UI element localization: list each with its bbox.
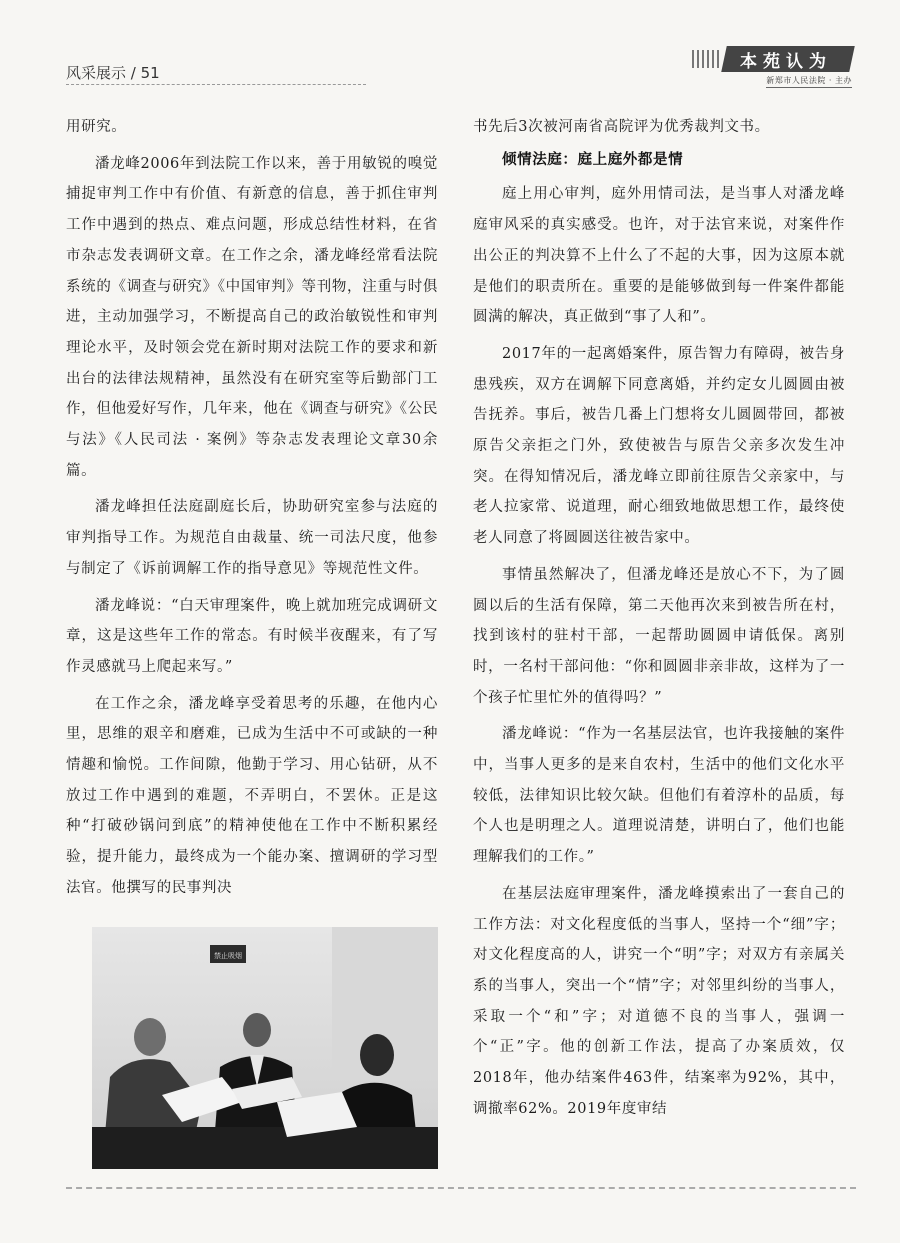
brand-subtitle: 新郑市人民法院 · 主办 xyxy=(766,75,852,88)
paragraph: 潘龙峰说：“作为一名基层法官，也许我接触的案件中，当事人更多的是来自农村，生活中的他们文化水平较低，法律知识比较欠缺。但他们有着淳朴的品质，每个人也是明理之人。道理说清楚，讲明白了，他们也能理解我们的工作。” xyxy=(473,726,845,866)
paragraph: 用研究。 xyxy=(66,119,127,135)
article-right-column xyxy=(473,112,845,1125)
paragraph: 潘龙峰担任法庭副庭长后，协助研究室参与法庭的审判指导工作。为规范自由裁量、统一司法尺度，他参与制定了《诉前调解工作的指导意见》等规范性文件。 xyxy=(66,499,438,577)
brand-title: 本苑认为 xyxy=(740,52,832,72)
paragraph: 2017年的一起离婚案件，原告智力有障碍，被告身患残疾，双方在调解下同意离婚，并约定女儿圆圆由被告抚养。事后，被告几番上门想将女儿圆圆带回，都被原告父亲拒之门外，致使被告与原告父亲多次发生冲突。在得知情况后，潘龙峰立即前往原告父亲家中，与老人拉家常、说道理，耐心细致地做思想工作，最终使老人同意了将圆圆送往被告家中。 xyxy=(473,345,845,547)
brand-badge xyxy=(692,46,852,94)
paragraph: 在工作之余，潘龙峰享受着思考的乐趣，在他内心里，思维的艰辛和磨难，已成为生活中不可或缺的一种情趣和愉悦。工作间隙，他勤于学习、用心钻研，从不放过工作中遇到的难题，不弄明白，不罢休。正是这种“打破砂锅问到底”的精神使他在工作中不断积累经验，提升能力，最终成为一个能办案、擅调研的学习型法官。他撰写的民事判决 xyxy=(66,695,438,896)
article-photo xyxy=(92,927,438,1169)
footer-divider xyxy=(66,1187,856,1189)
paragraph: 事情虽然解决了，但潘龙峰还是放心不下，为了圆圆以后的生活有保障，第二天他再次来到被告所在村，找到该村的驻村干部，一起帮助圆圆申请低保。离别时，一名村干部问他：“你和圆圆非亲非故，这样为了一个孩子忙里忙外的值得吗？” xyxy=(473,566,845,706)
header-divider xyxy=(66,84,366,85)
stripe-decoration-icon xyxy=(692,50,722,68)
paragraph: 书先后3次被河南省高院评为优秀裁判文书。 xyxy=(473,119,770,135)
article-left-column xyxy=(66,112,438,904)
paragraph: 庭上用心审判，庭外用情司法，是当事人对潘龙峰庭审风采的真实感受。也许，对于法官来说，对案件作出公正的判决算不上什么了不起的大事，因为这原本就是他们的职责所在。重要的是能够做到每一件案件都能圆满的解决，真正做到“事了人和”。 xyxy=(473,186,845,326)
judge-with-parties-photo-icon xyxy=(92,927,438,1169)
sign-text: 禁止吸烟 xyxy=(214,952,242,960)
section-page-label: 风采展示 / 51 xyxy=(66,64,160,82)
section-heading: 倾情法庭：庭上庭外都是情 xyxy=(502,151,684,168)
paragraph: 潘龙峰说：“白天审理案件，晚上就加班完成调研文章，这是这些年工作的常态。有时候半夜醒来，有了写作灵感就马上爬起来写。” xyxy=(66,597,438,675)
paragraph: 在基层法庭审理案件，潘龙峰摸索出了一套自己的工作方法：对文化程度低的当事人，坚持一个“细”字；对文化程度高的人，讲究一个“明”字；对双方有亲属关系的当事人，突出一个“情”字；对邻里纠纷的当事人，采取一个“和”字；对道德不良的当事人，强调一个“正”字。他的创新工作法，提高了办案质效，仅2018年，他办结案件463件，结案率为92%，其中，调撤率62%。2019年度审结 xyxy=(473,885,845,1117)
paragraph: 潘龙峰2006年到法院工作以来，善于用敏锐的嗅觉捕捉审判工作中有价值、有新意的信息，善于抓住审判工作中遇到的热点、难点问题，形成总结性材料，在省市杂志发表调研文章。在工作之余，潘龙峰经常看法院系统的《调查与研究》《中国审判》等刊物，注重与时俱进，主动加强学习，不断提高自己的政治敏锐性和审判理论水平，及时领会党在新时期对法院工作的要求和新出台的法律法规精神，虽然没有在研究室等后勤部门工作，但他爱好写作，几年来，他在《调查与研究》《公民与法》《人民司法 · 案例》等杂志发表理论文章30余篇。 xyxy=(66,155,438,479)
